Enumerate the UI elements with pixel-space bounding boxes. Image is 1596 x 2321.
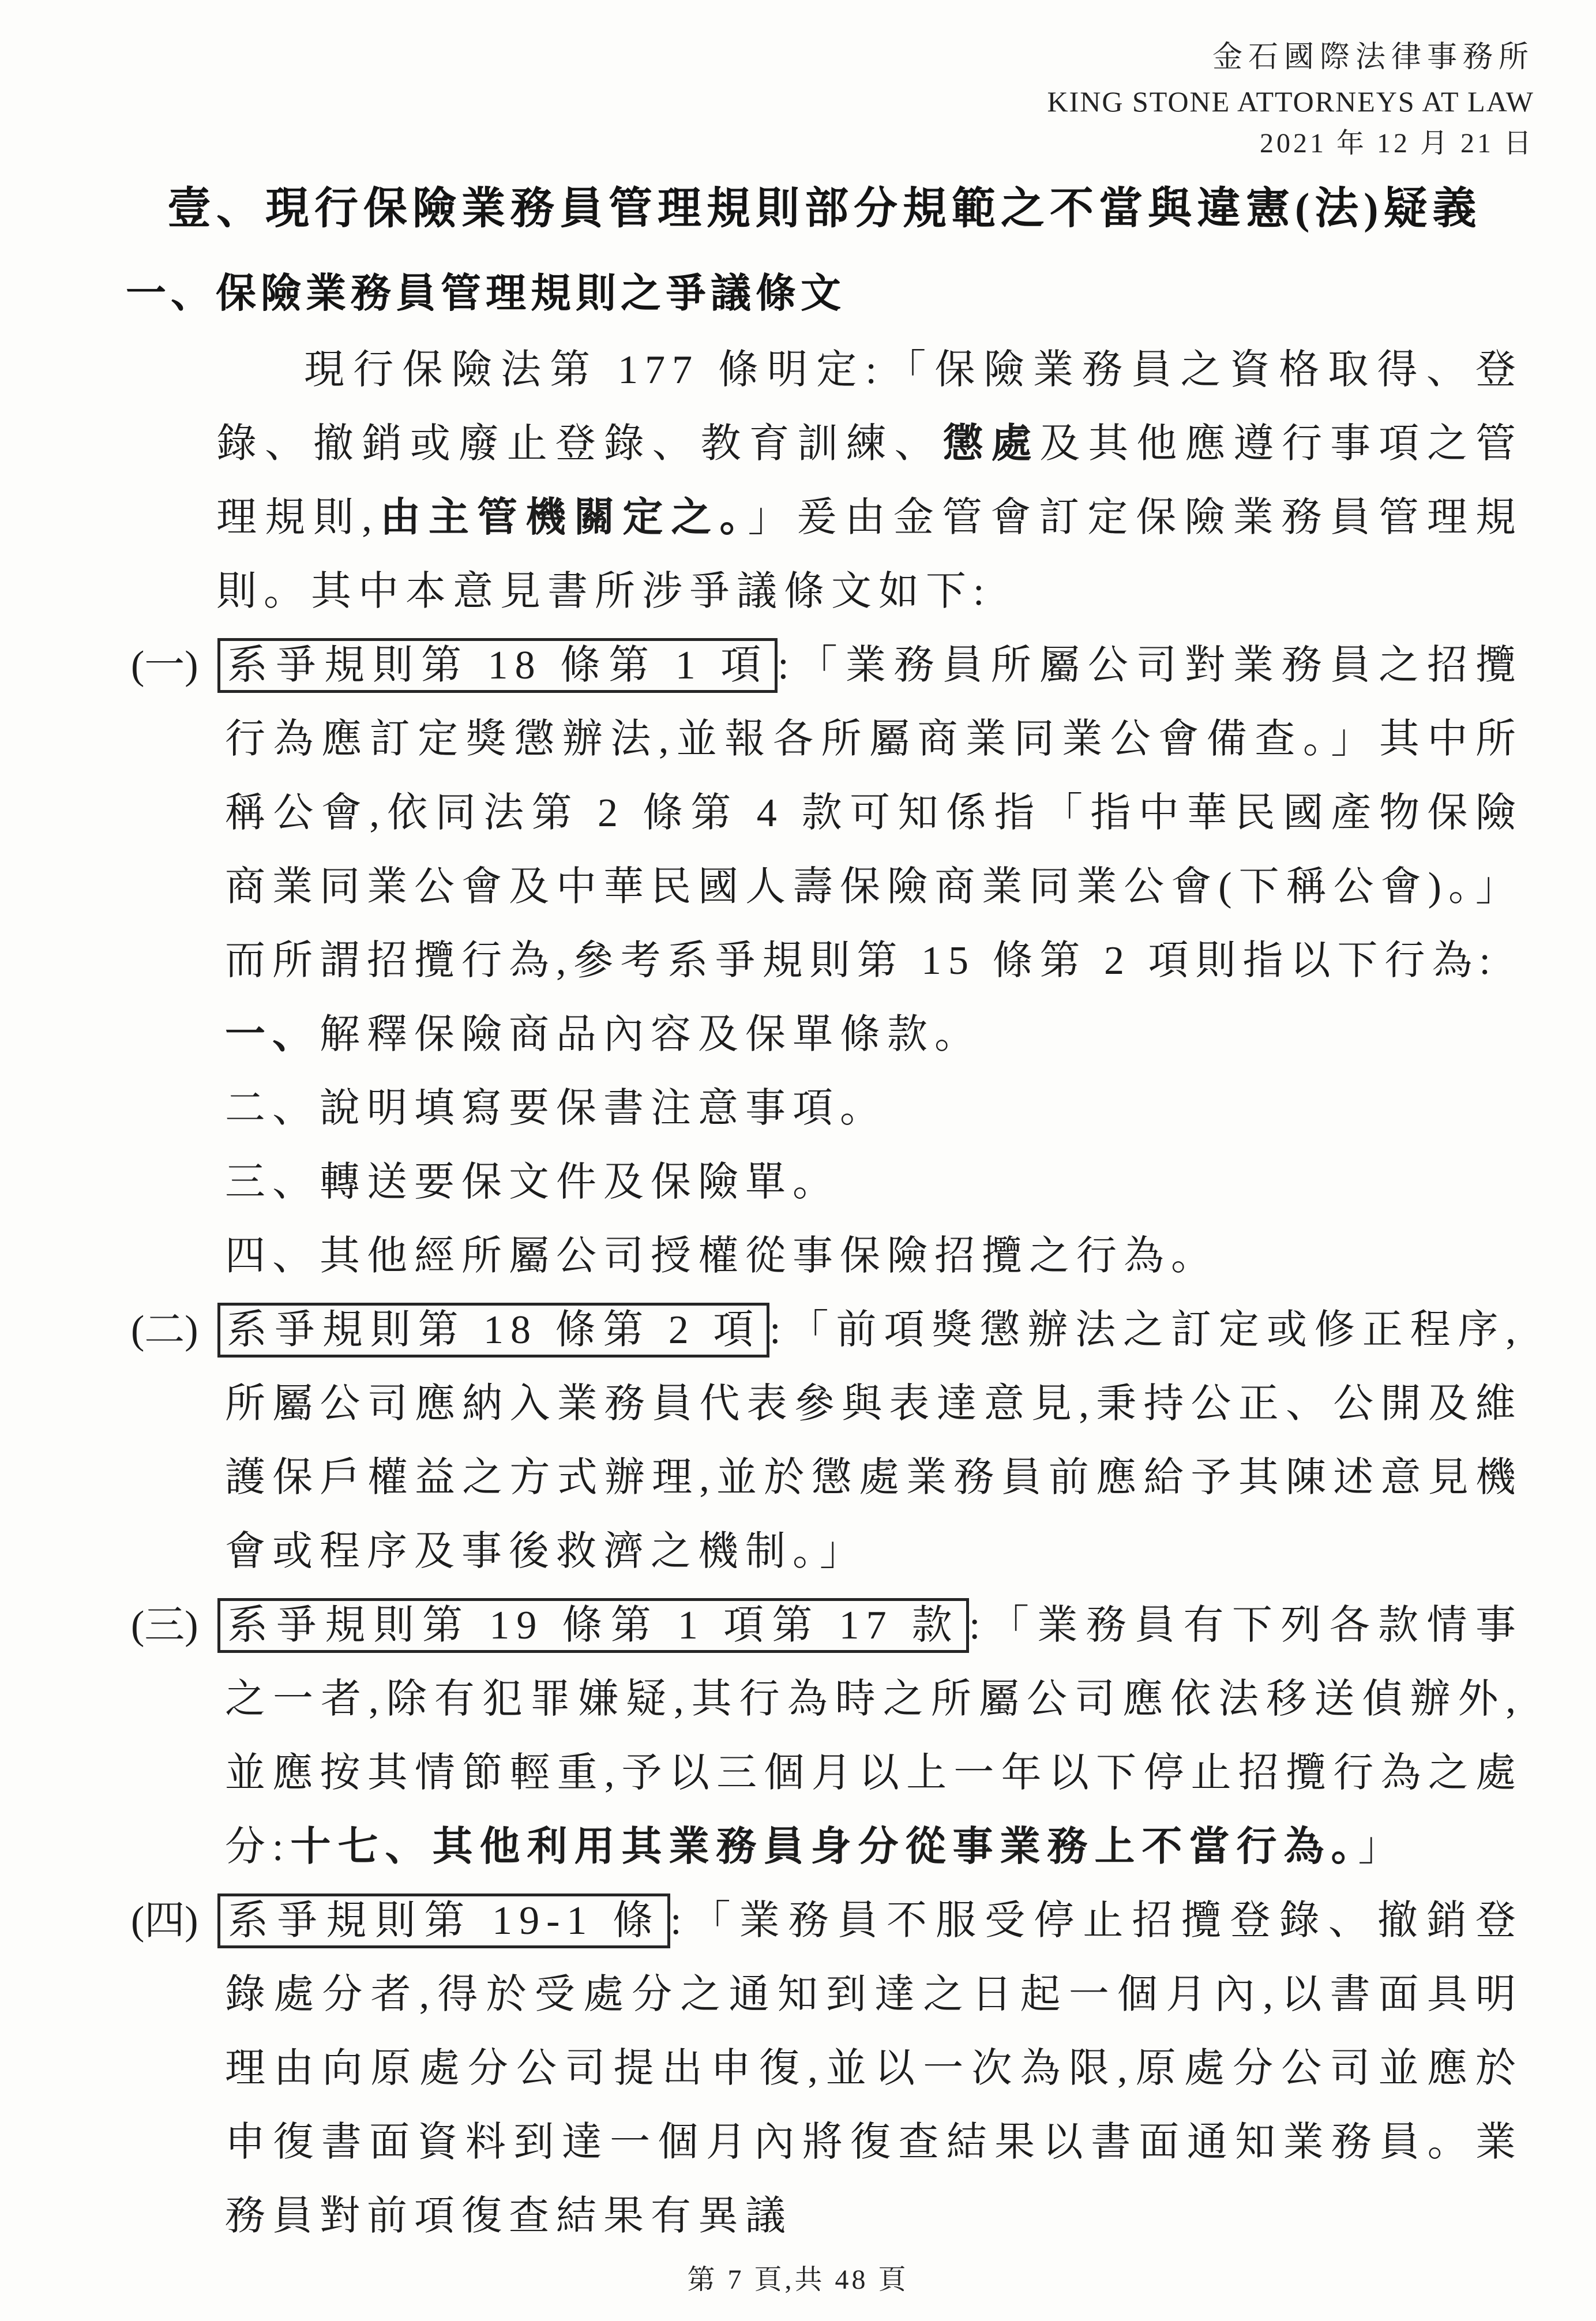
firm-name-chinese: 金石國際法律事務所 xyxy=(1212,41,1534,74)
section-heading: 一、保險業務員管理規則之爭議條文 xyxy=(126,272,846,316)
letterhead xyxy=(0,0,1534,165)
sub-item-4: 四、其他經所屬公司授權從事保險招攬之行為。 xyxy=(225,1234,1218,1278)
intro-paragraph: 現行保險法第 177 條明定:「保險業務員之資格取得、登錄、撤銷或廢止登錄、教育訓練、懲處及其他應遵行事項之管理規則,由主管機關定之。」爰由金管會訂定保險業務員管理規則。其中本意見書所涉爭議條文如下: xyxy=(216,348,1523,614)
clause-item-3-body xyxy=(131,1589,1523,1884)
page-footer xyxy=(0,2257,1596,2297)
clause-ref-box-2: 系爭規則第 18 條第 2 項 xyxy=(217,1303,769,1358)
item-marker-2: (二) xyxy=(131,1308,198,1352)
clause-text-2: :「前項獎懲辦法之訂定或修正程序,所屬公司應納入業務員代表參與表達意見,秉持公正、公開及維護保戶權益之方式辦理,並於懲處業務員前應給予其陳述意見機會或程序及事後救濟之機制。」 xyxy=(225,1308,1523,1574)
sub-item-1: 一、解釋保險商品內容及保單條款。 xyxy=(225,1013,982,1057)
clause-item-4 xyxy=(131,1884,1523,2253)
clause-item-1-body xyxy=(131,629,1523,998)
clause-ref-box-1: 系爭規則第 18 條第 1 項 xyxy=(217,638,778,693)
clause-item-2-body xyxy=(131,1293,1523,1589)
document-date: 2021 年 12 月 21 日 xyxy=(1259,128,1534,159)
sub-item-2: 二、說明填寫要保書注意事項。 xyxy=(225,1086,887,1131)
clause-item-1 xyxy=(131,629,1523,1293)
clause-ref-box-3: 系爭規則第 19 條第 1 項第 17 款 xyxy=(217,1598,969,1653)
clause-item-3 xyxy=(131,1589,1523,1884)
clause-text-4: :「業務員不服受停止招攬登錄、撤銷登錄處分者,得於受處分之通知到達之日起一個月內,以書面具明理由向原處分公司提出申復,並以一次為限,原處分公司並應於申復書面資料到達一個月內將復查結果以書面通知業務員。業務員對前項復查結果有異議 xyxy=(225,1899,1523,2238)
clause-item-4-body xyxy=(131,1884,1523,2253)
clause-item-2 xyxy=(131,1293,1523,1589)
page-number: 第 7 頁,共 48 頁 xyxy=(687,2264,909,2295)
sub-item-3: 三、轉送要保文件及保險單。 xyxy=(225,1160,840,1205)
document-title: 壹、現行保險業務員管理規則部分規範之不當與違憲(法)疑義 xyxy=(167,185,1482,233)
item-marker-4: (四) xyxy=(131,1899,198,1943)
item-marker-1: (一) xyxy=(131,643,198,688)
clause-ref-box-4: 系爭規則第 19-1 條 xyxy=(217,1893,670,1948)
clause-text-3: :「業務員有下列各款情事之一者,除有犯罪嫌疑,其行為時之所屬公司應依法移送偵辦外,並應按其情節輕重,予以三個月以上一年以下停止招攬行為之處分:十七、其他利用其業務員身分從事業務上不當行為。」 xyxy=(225,1603,1523,1869)
item-marker-3: (三) xyxy=(131,1603,198,1648)
clause-text-1: :「業務員所屬公司對業務員之招攬行為應訂定獎懲辦法,並報各所屬商業同業公會備查。」其中所稱公會,依同法第 2 條第 4 款可知係指「指中華民國產物保險商業同業公會及中華民國人壽保險商業同業公會(下稱公會)。」而所謂招攬行為,參考系爭規則第 15 條第 2 項則指以下行為: xyxy=(225,643,1523,983)
firm-name-english: KING STONE ATTORNEYS AT LAW xyxy=(1047,85,1534,118)
